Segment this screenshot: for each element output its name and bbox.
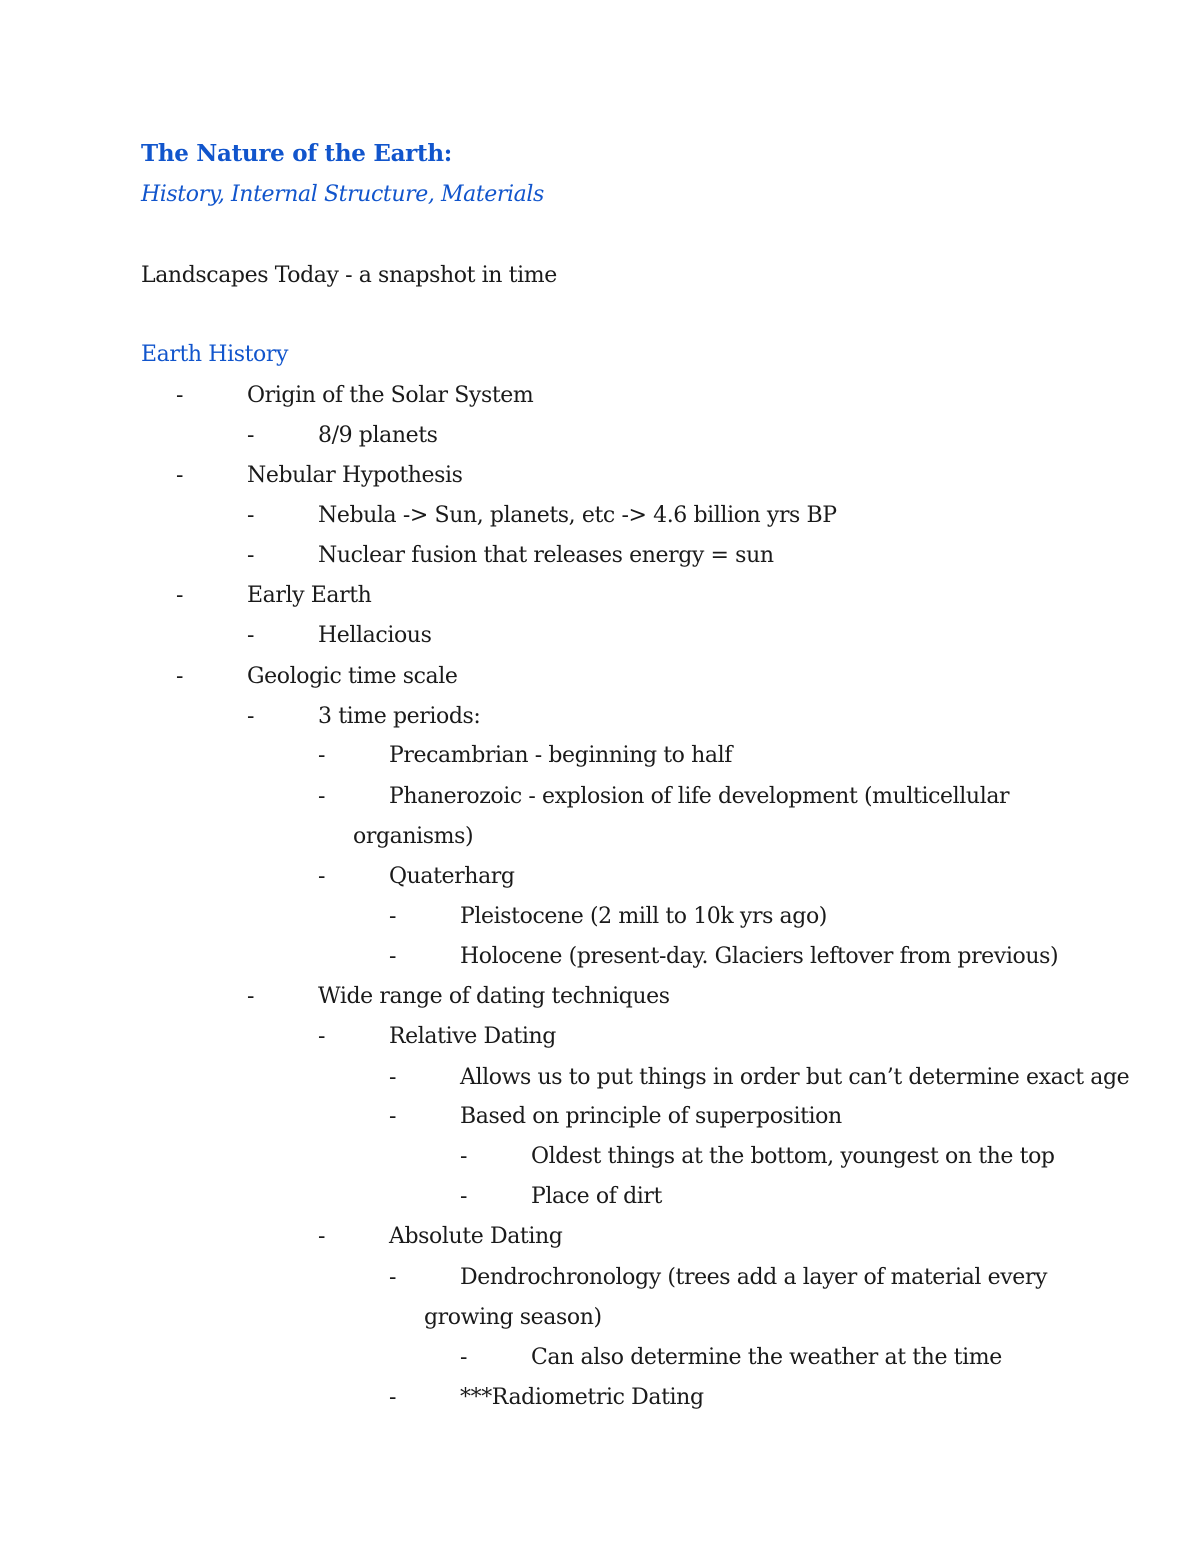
bullet-dash: - <box>176 583 184 608</box>
outline-item <box>247 702 480 732</box>
bullet-dash: - <box>247 984 255 1009</box>
bullet-dash: - <box>176 664 184 689</box>
outline-item-text: Nuclear fusion that releases energy = sun <box>318 543 774 568</box>
outline-item <box>318 1222 562 1252</box>
outline-item <box>389 1383 704 1413</box>
outline-item-text: Nebula -> Sun, planets, etc -> 4.6 billion yrs BP <box>318 503 837 528</box>
outline-item-text: Pleistocene (2 mill to 10k yrs ago) <box>460 904 827 929</box>
document-title: The Nature of the Earth: <box>141 140 452 167</box>
bullet-dash: - <box>318 784 326 809</box>
bullet-dash: - <box>389 1104 397 1129</box>
outline-item <box>247 541 774 571</box>
outline-item <box>389 902 827 932</box>
outline-item <box>247 421 438 451</box>
section-heading: Earth History <box>141 342 289 367</box>
bullet-dash: - <box>247 423 255 448</box>
outline-item-text: Allows us to put things in order but can’t determine exact age <box>460 1065 1130 1090</box>
outline-item <box>176 381 533 411</box>
bullet-dash: - <box>247 543 255 568</box>
outline-item-text: Absolute Dating <box>389 1224 563 1249</box>
outline-item <box>247 982 670 1012</box>
outline-item <box>389 1263 1047 1293</box>
outline-item <box>389 942 1058 972</box>
outline-item <box>460 1343 1002 1373</box>
outline-item <box>318 1022 556 1052</box>
outline-item-text: Early Earth <box>247 583 372 608</box>
bullet-dash: - <box>389 1065 397 1090</box>
outline-item-text: Geologic time scale <box>247 664 458 689</box>
outline-item-text: Oldest things at the bottom, youngest on the top <box>531 1144 1055 1169</box>
bullet-dash: - <box>247 623 255 648</box>
bullet-dash: - <box>389 1385 397 1410</box>
bullet-dash: - <box>247 704 255 729</box>
outline-item-continuation: organisms) <box>353 824 474 849</box>
bullet-dash: - <box>247 503 255 528</box>
bullet-dash: - <box>318 743 326 768</box>
outline-item-text: Wide range of dating techniques <box>318 984 670 1009</box>
outline-item <box>318 862 515 892</box>
outline-item <box>460 1142 1055 1172</box>
outline-item <box>389 1102 842 1132</box>
outline-item <box>318 741 732 771</box>
outline-item-text: Phanerozoic - explosion of life development (multicellular <box>389 784 1010 809</box>
outline-item <box>318 782 1009 812</box>
bullet-dash: - <box>460 1345 468 1370</box>
outline-item <box>247 621 431 651</box>
outline-item-text: Holocene (present-day. Glaciers leftover from previous) <box>460 944 1059 969</box>
outline-item <box>176 662 458 692</box>
bullet-dash: - <box>176 463 184 488</box>
outline-item <box>176 461 463 491</box>
bullet-dash: - <box>389 944 397 969</box>
outline-item-text: Quaterharg <box>389 864 515 889</box>
bullet-dash: - <box>389 1265 397 1290</box>
outline-item-text: Hellacious <box>318 623 432 648</box>
bullet-dash: - <box>318 1024 326 1049</box>
bullet-dash: - <box>460 1144 468 1169</box>
outline-item <box>389 1063 1129 1093</box>
bullet-dash: - <box>318 1224 326 1249</box>
outline-item-text: Relative Dating <box>389 1024 556 1049</box>
bullet-dash: - <box>389 904 397 929</box>
outline-item-text: Precambrian - beginning to half <box>389 743 732 768</box>
outline-item-text: Place of dirt <box>531 1184 662 1209</box>
bullet-dash: - <box>176 383 184 408</box>
outline-item-text: Origin of the Solar System <box>247 383 534 408</box>
intro-paragraph: Landscapes Today - a snapshot in time <box>141 263 557 288</box>
outline-item-text: Nebular Hypothesis <box>247 463 463 488</box>
outline-item-text: 8/9 planets <box>318 423 438 448</box>
outline-item-text: Dendrochronology (trees add a layer of material every <box>460 1265 1048 1290</box>
outline-item-text: 3 time periods: <box>318 704 481 729</box>
outline-item-text: ***Radiometric Dating <box>460 1385 704 1410</box>
outline-item-text: Based on principle of superposition <box>460 1104 842 1129</box>
outline-item <box>247 501 837 531</box>
outline-item <box>176 581 371 611</box>
outline-item-continuation: growing season) <box>424 1305 602 1330</box>
bullet-dash: - <box>318 864 326 889</box>
document-subtitle: History, Internal Structure, Materials <box>141 182 544 207</box>
outline-item-text: Can also determine the weather at the time <box>531 1345 1002 1370</box>
bullet-dash: - <box>460 1184 468 1209</box>
outline-item <box>460 1182 662 1212</box>
